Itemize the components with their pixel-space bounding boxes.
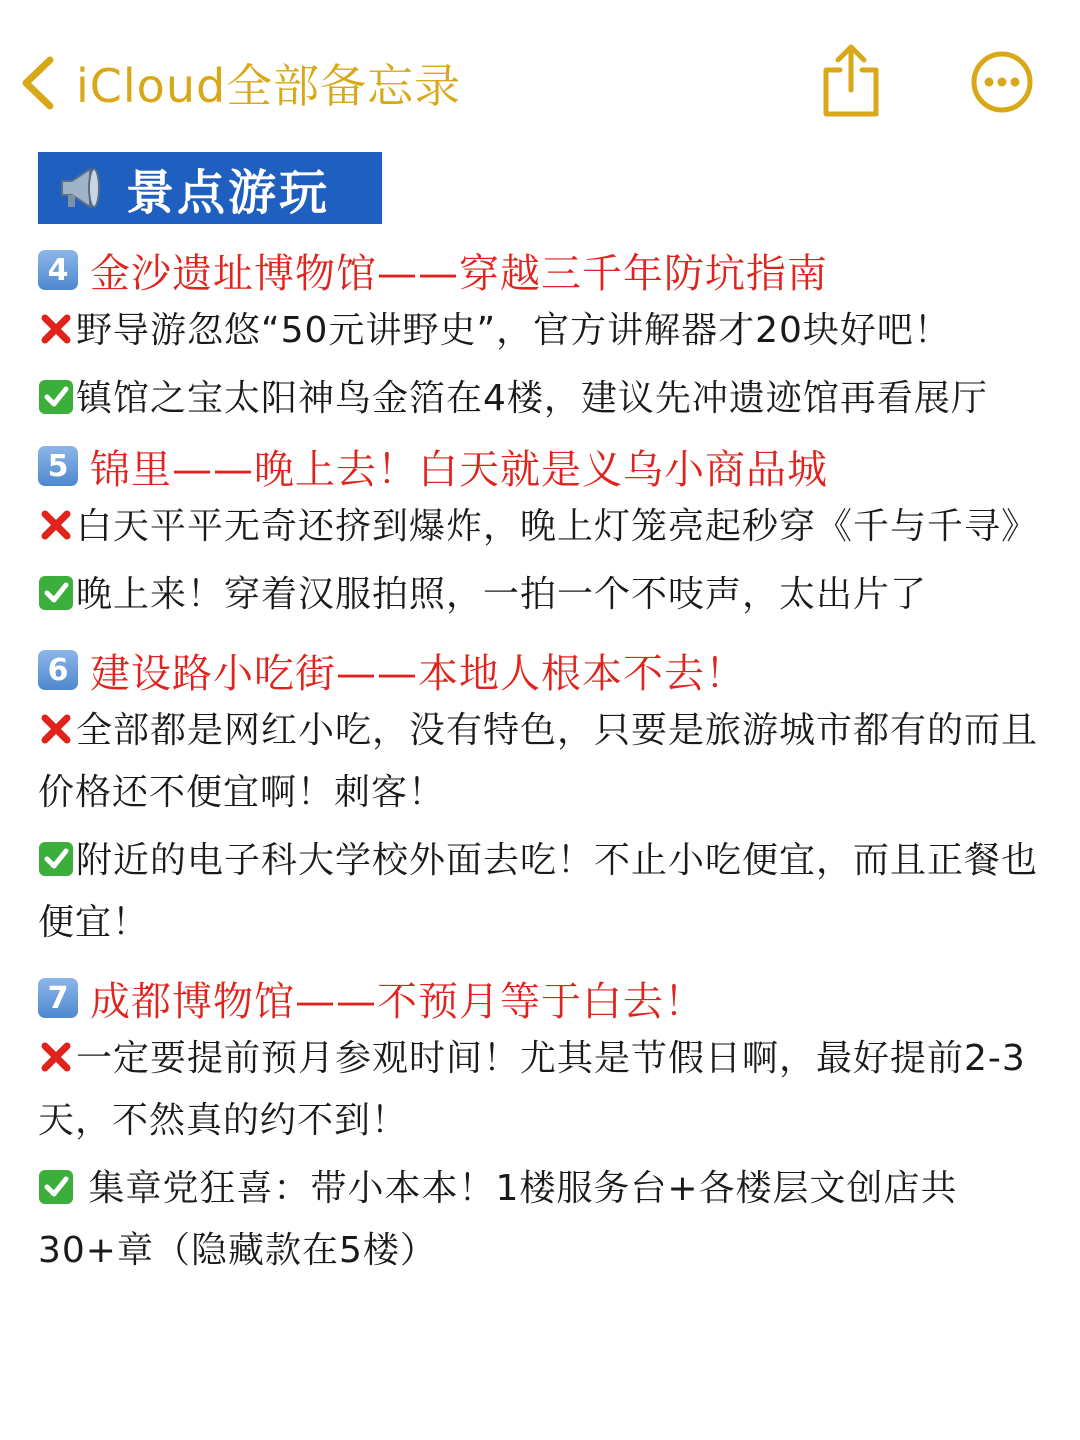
spot-title: 成都博物馆——不预月等于白去！ xyxy=(90,978,705,1025)
tip-bad xyxy=(38,700,1068,824)
cross-mark-icon xyxy=(38,507,74,543)
note-content xyxy=(38,240,1068,1282)
spot-heading xyxy=(38,240,1068,300)
tip-text: 全部都是网红小吃，没有特色，只要是旅游城市都有的而且价格还不便宜啊！刺客！ xyxy=(38,710,1039,813)
chevron-left-icon xyxy=(18,54,58,112)
number-badge: 4 xyxy=(38,250,78,290)
section-title xyxy=(38,152,382,224)
number-badge: 6 xyxy=(38,650,78,690)
tip-text: 野导游忽悠“50元讲野史”，官方讲解器才20块好吧！ xyxy=(76,310,951,351)
tip-text: 白天平平无奇还挤到爆炸，晚上灯笼亮起秒穿《千与千寻》 xyxy=(76,506,1039,547)
spot-title: 金沙遗址博物馆——穿越三千年防坑指南 xyxy=(90,250,828,297)
tip-good xyxy=(38,564,1068,626)
back-label: iCloud全部备忘录 xyxy=(76,59,462,113)
spot-title: 锦里——晚上去！白天就是义乌小商品城 xyxy=(90,446,828,493)
tip-bad xyxy=(38,496,1068,558)
section-title-text: 景点游玩 xyxy=(126,164,331,221)
spot-heading xyxy=(38,968,1068,1028)
tip-text: 镇馆之宝太阳神鸟金箔在4楼，建议先冲遗迹馆再看展厅 xyxy=(76,378,988,419)
tip-good xyxy=(38,830,1068,954)
share-icon xyxy=(818,40,884,120)
check-mark-icon xyxy=(38,1169,74,1205)
tip-bad xyxy=(38,300,1068,362)
tip-text: 集章党狂喜：带小本本！1楼服务台+各楼层文创店共30+章（隐藏款在5楼） xyxy=(38,1168,958,1271)
check-mark-icon xyxy=(38,841,74,877)
share-button[interactable] xyxy=(818,40,884,120)
check-mark-icon xyxy=(38,575,74,611)
back-button[interactable] xyxy=(18,48,461,118)
navigation-bar xyxy=(0,0,1080,150)
tip-good xyxy=(38,368,1068,430)
tip-text: 一定要提前预月参观时间！尤其是节假日啊，最好提前2-3天，不然真的约不到！ xyxy=(38,1038,1026,1141)
more-button[interactable] xyxy=(970,50,1034,114)
speaker-icon xyxy=(56,163,114,213)
tip-good xyxy=(38,1158,1068,1282)
number-badge: 5 xyxy=(38,446,78,486)
tip-text: 晚上来！穿着汉服拍照，一拍一个不吱声，太出片了 xyxy=(76,574,928,615)
number-badge: 7 xyxy=(38,978,78,1018)
tip-text: 附近的电子科大学校外面去吃！不止小吃便宜，而且正餐也便宜！ xyxy=(38,840,1039,943)
check-mark-icon xyxy=(38,379,74,415)
spot-heading xyxy=(38,640,1068,700)
spot-title: 建设路小吃街——本地人根本不去！ xyxy=(90,650,746,697)
tip-bad xyxy=(38,1028,1068,1152)
more-icon xyxy=(970,50,1034,114)
cross-mark-icon xyxy=(38,1039,74,1075)
cross-mark-icon xyxy=(38,311,74,347)
cross-mark-icon xyxy=(38,711,74,747)
spot-heading xyxy=(38,436,1068,496)
